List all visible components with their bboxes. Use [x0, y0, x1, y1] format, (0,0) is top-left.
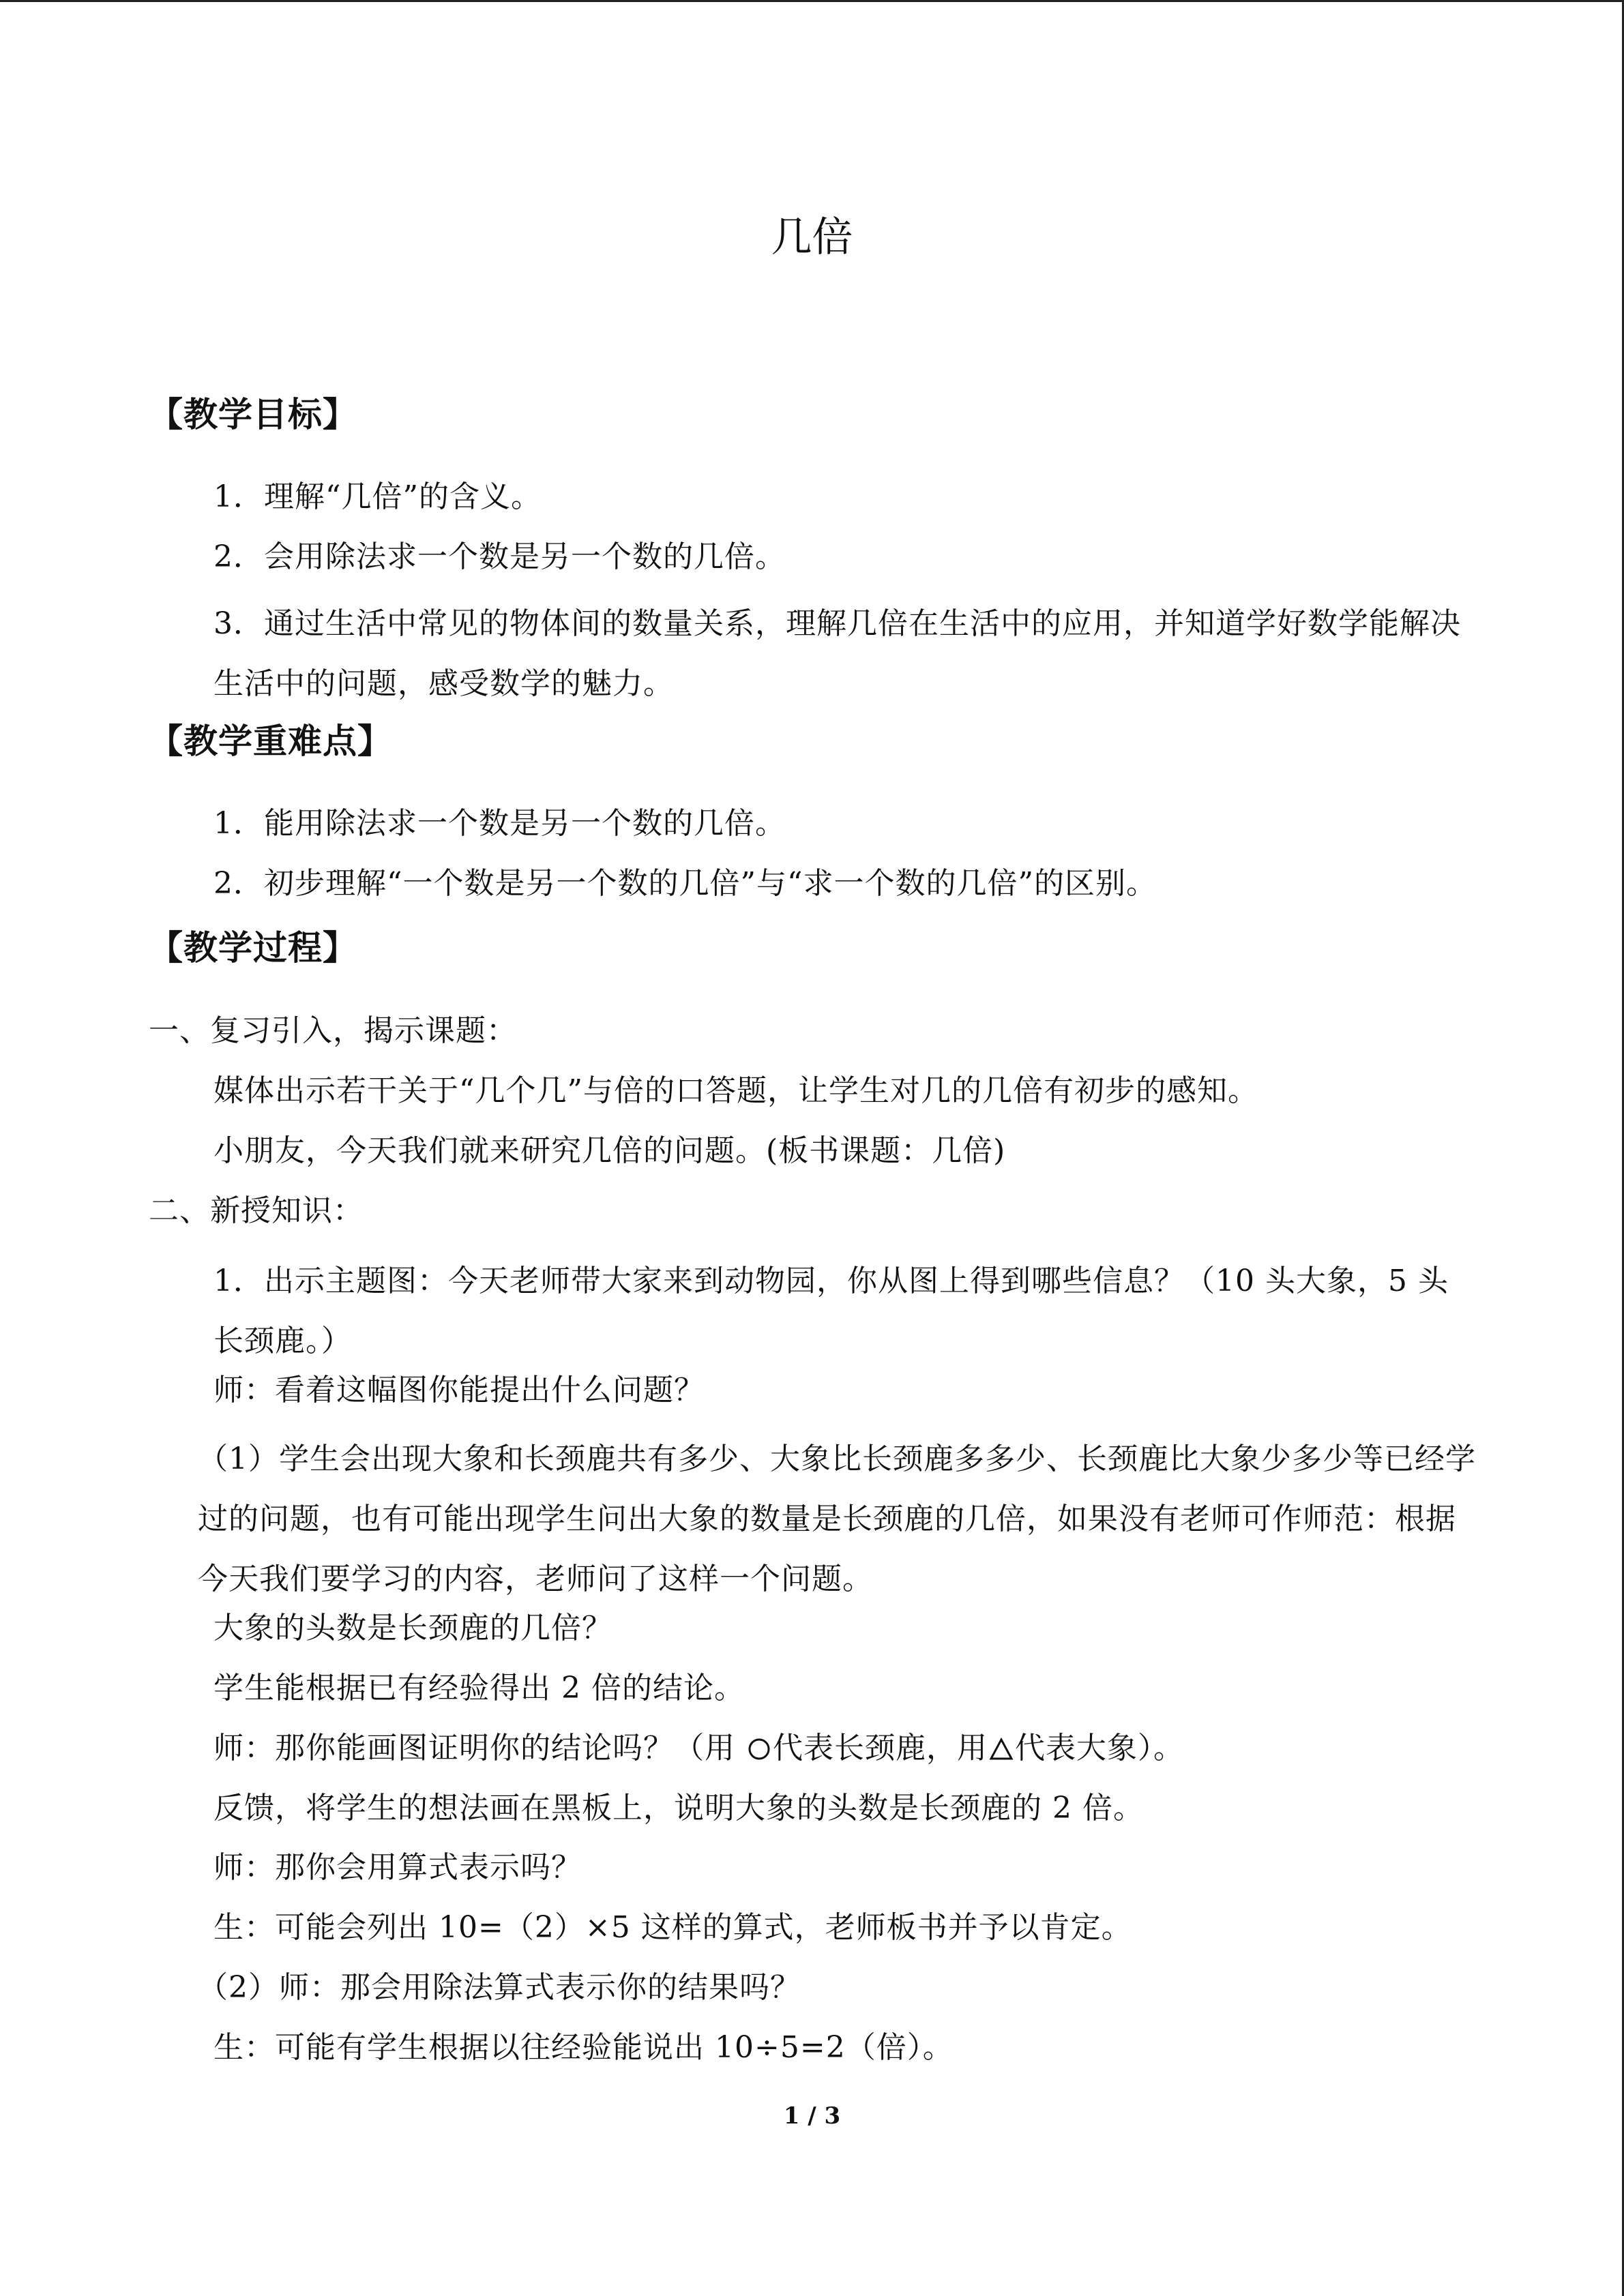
goal-3	[149, 594, 1476, 714]
part2-paragraph-6-end: 代表大象）。	[1015, 1731, 1184, 1765]
part2-heading: 二、新授知识：	[149, 1193, 364, 1228]
part2-paragraph-3	[149, 1429, 1476, 1609]
circle-symbol-icon	[745, 1735, 773, 1765]
part2-paragraph-8: 师：那你会用算式表示吗？	[213, 1850, 582, 1885]
part1-heading: 一、复习引入，揭示课题：	[149, 1013, 517, 1048]
difficulty-heading: 【教学重难点】	[149, 721, 392, 761]
part2-paragraph-6-middle: 代表长颈鹿，用	[773, 1731, 988, 1765]
part2-paragraph-10: （2）师：那会用除法算式表示你的结果吗？	[198, 1970, 801, 2005]
page-number: 1 / 3	[783, 2102, 841, 2130]
part2-paragraph-7: 反馈，将学生的想法画在黑板上，说明大象的头数是长颈鹿的 2 倍。	[213, 1791, 1144, 1825]
process-heading: 【教学过程】	[149, 928, 357, 968]
part2-paragraph-6-start: 师：那你能画图证明你的结论吗？（用	[213, 1731, 735, 1765]
part2-paragraph-3-text: （1）学生会出现大象和长颈鹿共有多少、大象比长颈鹿多多少、长颈鹿比大象少多少等已经学过的问题，也有可能出现学生问出大象的数量是长颈鹿的几倍，如果没有老师可作师范：根据今天我们要学习的内容，老师问了这样一个问题。	[198, 1442, 1476, 1596]
part2-paragraph-9: 生：可能会列出 10=（2）×5 这样的算式，老师板书并予以肯定。	[213, 1910, 1132, 1945]
part2-paragraph-1-text: 1．出示主题图：今天老师带大家来到动物园，你从图上得到哪些信息？（10 头大象，5 头长颈鹿。）	[213, 1264, 1449, 1358]
goal-2: 2．会用除法求一个数是另一个数的几倍。	[213, 539, 786, 574]
part2-paragraph-11: 生：可能有学生根据以往经验能说出 10÷5=2（倍）。	[213, 2030, 954, 2065]
part2-paragraph-6	[213, 1728, 1476, 1769]
part2-paragraph-2: 师：看着这幅图你能提出什么问题？	[213, 1373, 705, 1407]
part2-paragraph-1	[149, 1251, 1476, 1371]
difficulty-1: 1．能用除法求一个数是另一个数的几倍。	[213, 806, 786, 841]
part2-paragraph-5: 学生能根据已有经验得出 2 倍的结论。	[213, 1671, 745, 1705]
part1-paragraph-1: 媒体出示若干关于“几个几”与倍的口答题，让学生对几的几倍有初步的感知。	[213, 1073, 1258, 1108]
goal-3-text: 3．通过生活中常见的物体间的数量关系，理解几倍在生活中的应用，并知道学好数学能解决生活中的问题，感受数学的魅力。	[213, 606, 1461, 701]
part2-paragraph-4: 大象的头数是长颈鹿的几倍？	[213, 1611, 612, 1645]
goals-heading: 【教学目标】	[149, 395, 357, 434]
triangle-symbol-icon	[988, 1735, 1015, 1765]
difficulty-2: 2．初步理解“一个数是另一个数的几倍”与“求一个数的几倍”的区别。	[213, 866, 1157, 901]
page-title: 几倍	[771, 213, 853, 261]
part1-paragraph-2: 小朋友，今天我们就来研究几倍的问题。(板书课题：几倍)	[213, 1133, 1006, 1168]
goal-1: 1．理解“几倍”的含义。	[213, 479, 542, 514]
